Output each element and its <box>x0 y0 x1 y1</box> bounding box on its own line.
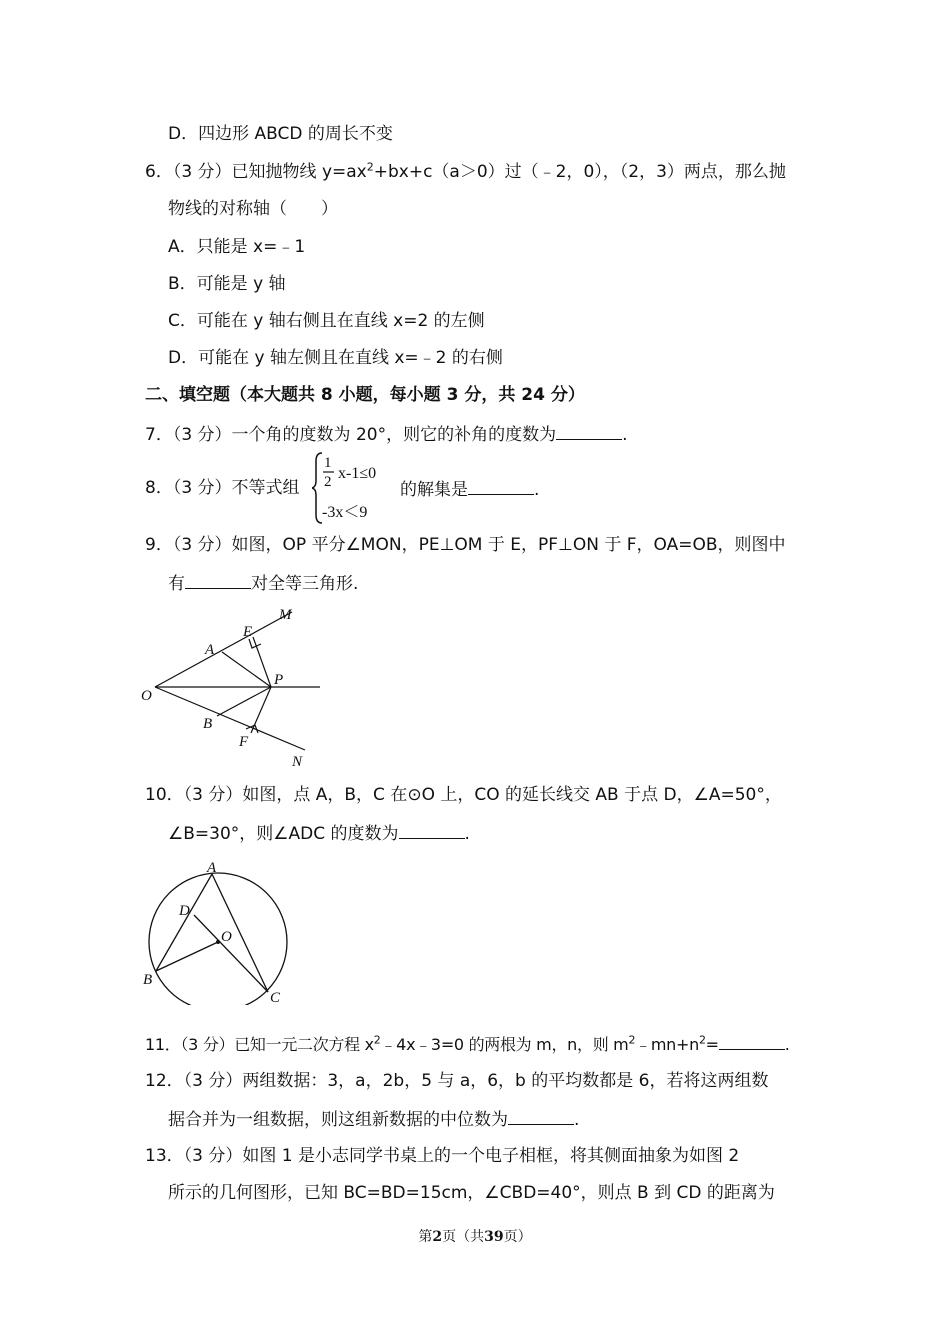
q9-text: 对全等三角形. <box>251 574 359 594</box>
inequality-2: -3x＜9 <box>322 504 368 521</box>
ray-om <box>155 612 292 687</box>
label-a: A <box>205 642 215 658</box>
label-a: A <box>207 860 217 876</box>
q6-option-c: C．可能在 y 轴右侧且在直线 x=2 的左侧 <box>168 311 485 331</box>
footer-text: 页） <box>503 1229 532 1245</box>
section2-heading: 二、填空题（本大题共 8 小题，每小题 3 分，共 24 分） <box>145 385 585 405</box>
label-e: E <box>243 624 253 640</box>
frac-numerator: 1 <box>324 455 332 471</box>
brace-icon <box>312 453 322 523</box>
inequality-1: x-1≤0 <box>338 465 377 482</box>
label-o: O <box>141 688 152 704</box>
q10-stem-line2 <box>168 821 470 845</box>
q13-stem-line2: 所示的几何图形，已知 BC=BD=15cm，∠CBD=40°，则点 B 到 CD 的距离为 <box>168 1183 775 1203</box>
segment-bp <box>217 687 271 716</box>
q6-superscript: 2 <box>366 160 374 174</box>
q5-option-d: D．四边形 ABCD 的周长不变 <box>168 124 393 144</box>
label-n: N <box>292 754 303 770</box>
q11-answer-blank <box>719 1032 785 1050</box>
q11-text: 11．（3 分）已知一元二次方程 x <box>145 1035 374 1054</box>
q8-suffix <box>400 477 539 501</box>
q11-text: = <box>705 1035 719 1054</box>
q6-stem-line1 <box>145 161 786 183</box>
q8-end: . <box>534 480 540 500</box>
q11-superscript: 2 <box>628 1033 636 1047</box>
segment-cd <box>194 915 268 992</box>
q6-stem-line2: 物线的对称轴（ ） <box>168 199 338 219</box>
circle-o <box>149 873 287 1005</box>
q8-answer-blank <box>468 477 534 495</box>
q10-end: . <box>464 824 470 844</box>
q11-end: . <box>784 1035 790 1054</box>
label-f: F <box>239 734 249 750</box>
page-number: 2 <box>432 1229 443 1245</box>
label-o: O <box>221 929 232 945</box>
q12-answer-blank <box>508 1107 574 1125</box>
q6-option-b: B．可能是 y 轴 <box>168 274 286 294</box>
q6-stem-part: 6．（3 分）已知抛物线 y=ax <box>145 162 367 182</box>
q7-answer-blank <box>556 422 622 440</box>
footer-text: 第 <box>418 1229 433 1245</box>
q9-stem-line2 <box>168 571 358 595</box>
q9-stem-line1: 9．（3 分）如图，OP 平分∠MON，PE⊥OM 于 E，PF⊥ON 于 F，OA=OB，则图中 <box>145 535 786 555</box>
q12-text: 据合并为一组数据，则这组新数据的中位数为 <box>168 1110 508 1130</box>
q11-superscript: 2 <box>373 1033 381 1047</box>
q8-prefix: 8．（3 分）不等式组 <box>145 478 300 498</box>
q10-figure <box>135 855 295 1005</box>
label-b: B <box>203 716 213 732</box>
center-point <box>216 940 220 944</box>
q12-stem-line2 <box>168 1107 579 1131</box>
footer-text: 页（共 <box>442 1229 485 1245</box>
q8-suffix-text: 的解集是 <box>400 480 468 500</box>
q6-option-d: D．可能在 y 轴左侧且在直线 x=﹣2 的右侧 <box>168 348 503 368</box>
label-c: C <box>270 990 281 1005</box>
q7 <box>145 422 627 446</box>
q13-stem-line1: 13．（3 分）如图 1 是小志同学书桌上的一个电子相框，将其侧面抽象为如图 2 <box>145 1146 740 1166</box>
segment-pe <box>253 637 271 687</box>
segment-ap <box>222 652 271 687</box>
q12-end: . <box>574 1110 580 1130</box>
q7-text: 7．（3 分）一个角的度数为 20°，则它的补角的度数为 <box>145 425 557 445</box>
segment-bo <box>156 942 218 971</box>
label-b: B <box>143 972 153 988</box>
q9-text: 有 <box>168 574 185 594</box>
q11 <box>145 1032 790 1056</box>
label-m: M <box>279 607 292 623</box>
q7-end: . <box>622 425 628 445</box>
q6-option-a: A．只能是 x=﹣1 <box>168 237 306 257</box>
page-footer <box>0 1226 950 1246</box>
label-p: P <box>274 672 284 688</box>
q6-stem-part: +bx+c（a＞0）过（﹣2，0），（2，3）两点，那么抛 <box>373 162 786 182</box>
q9-answer-blank <box>185 571 251 589</box>
q10-stem-line1: 10．（3 分）如图，点 A，B，C 在⊙O 上，CO 的延长线交 AB 于点 D，∠A=50°， <box>145 785 782 805</box>
page-total: 39 <box>484 1229 504 1245</box>
q11-text: ﹣mn+n <box>635 1035 699 1054</box>
segment-ab <box>156 874 212 971</box>
q10-text: ∠B=30°，则∠ADC 的度数为 <box>168 824 399 844</box>
frac-denominator: 2 <box>324 474 332 490</box>
ray-on <box>155 687 305 750</box>
q10-answer-blank <box>399 821 465 839</box>
q11-text: ﹣4x﹣3=0 的两根为 m，n，则 m <box>380 1035 629 1054</box>
q11-superscript: 2 <box>698 1033 706 1047</box>
q12-stem-line1: 12．（3 分）两组数据：3，a，2b，5 与 a，6，b 的平均数都是 6，若将这两组数 <box>145 1071 769 1091</box>
q9-figure <box>135 600 335 772</box>
label-d: D <box>179 903 190 919</box>
q8-inequality-system <box>312 451 402 525</box>
